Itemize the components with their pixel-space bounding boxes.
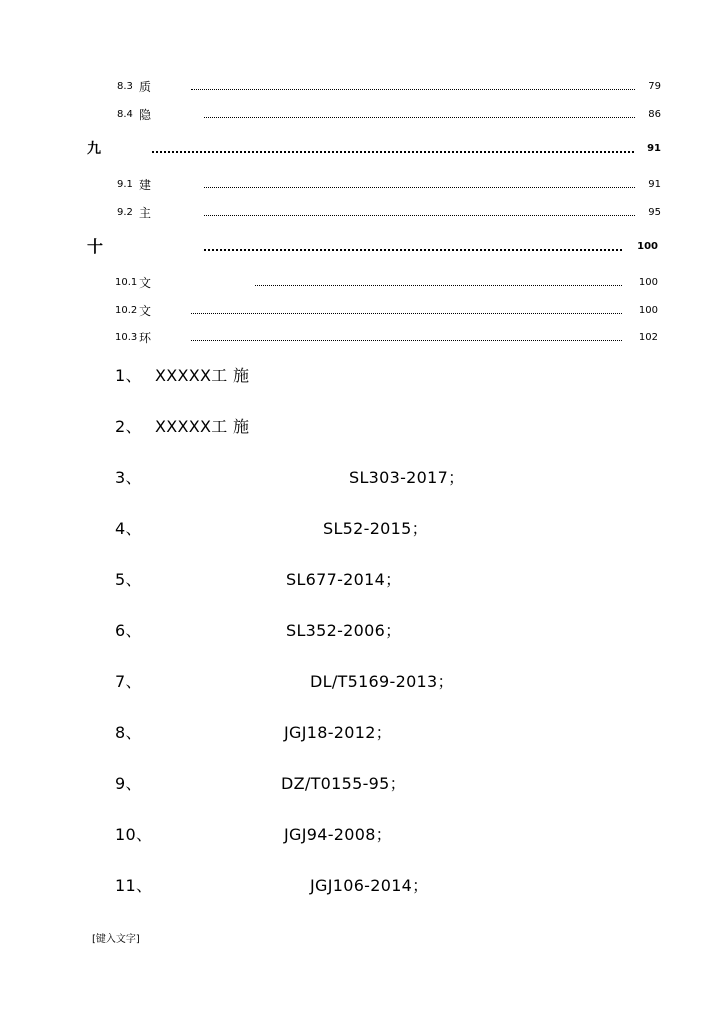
reference-item xyxy=(115,825,392,845)
toc-leader xyxy=(152,151,634,153)
reference-number: 10、 xyxy=(115,825,153,844)
toc-number: 8.4 xyxy=(117,109,133,120)
reference-number: 7、 xyxy=(115,672,142,691)
toc-number: 8.3 xyxy=(117,81,133,92)
toc-entry-chapter-10[interactable] xyxy=(0,237,724,256)
toc-number: 10.3 xyxy=(115,332,138,343)
toc-number: 10.2 xyxy=(115,305,138,316)
reference-text: SL52-2015； xyxy=(323,519,428,538)
reference-number: 5、 xyxy=(115,570,142,589)
page-footer[interactable]: [键入文字] xyxy=(92,934,140,945)
reference-text: XXXXX工 施 xyxy=(155,417,250,436)
toc-title: 九 xyxy=(87,141,101,157)
reference-text: SL677-2014； xyxy=(286,570,402,589)
reference-text: DZ/T0155-95； xyxy=(281,774,406,793)
reference-number: 4、 xyxy=(115,519,142,538)
reference-text: JGJ94-2008； xyxy=(284,825,392,844)
reference-text: XXXXX工 施 xyxy=(155,366,250,385)
toc-leader xyxy=(191,89,635,90)
reference-text: JGJ106-2014； xyxy=(310,876,429,895)
reference-number: 9、 xyxy=(115,774,142,793)
toc-title: 建 xyxy=(139,178,152,192)
toc-title: 环 xyxy=(139,331,152,345)
toc-title: 主 xyxy=(139,206,152,220)
toc-entry-8-4[interactable] xyxy=(0,108,724,122)
reference-text: SL352-2006； xyxy=(286,621,402,640)
reference-item xyxy=(115,723,392,743)
toc-page: 86 xyxy=(648,109,661,120)
toc-entry-10-3[interactable] xyxy=(0,331,724,345)
toc-leader xyxy=(191,340,622,341)
toc-title: 质 xyxy=(139,80,152,94)
toc-entry-10-1[interactable] xyxy=(0,276,724,290)
reference-text: JGJ18-2012； xyxy=(284,723,392,742)
reference-item xyxy=(115,876,429,896)
reference-text: DL/T5169-2013； xyxy=(310,672,454,691)
toc-leader xyxy=(255,285,622,286)
toc-entry-10-2[interactable] xyxy=(0,304,724,318)
toc-title: 隐 xyxy=(139,108,152,122)
reference-number: 6、 xyxy=(115,621,142,640)
reference-number: 2、 xyxy=(115,417,142,436)
reference-item xyxy=(115,417,250,437)
reference-number: 1、 xyxy=(115,366,142,385)
reference-item xyxy=(115,774,406,794)
toc-title: 文 xyxy=(139,304,152,318)
toc-number: 10.1 xyxy=(115,277,138,288)
toc-page: 102 xyxy=(638,332,658,343)
reference-number: 8、 xyxy=(115,723,142,742)
toc-page: 100 xyxy=(638,305,658,316)
toc-leader xyxy=(204,215,635,216)
toc-leader xyxy=(191,313,622,314)
reference-number: 11、 xyxy=(115,876,153,895)
reference-item xyxy=(115,468,465,488)
toc-page: 100 xyxy=(638,277,658,288)
reference-item xyxy=(115,519,428,539)
toc-entry-8-3[interactable] xyxy=(0,80,724,94)
reference-item xyxy=(115,570,402,590)
reference-item xyxy=(115,621,402,641)
toc-leader xyxy=(204,117,635,118)
reference-item xyxy=(115,366,250,386)
toc-leader xyxy=(204,187,635,188)
toc-title: 文 xyxy=(139,276,152,290)
toc-title: 十 xyxy=(87,237,104,256)
toc-entry-9-1[interactable] xyxy=(0,178,724,192)
toc-page: 100 xyxy=(637,241,658,252)
toc-number: 9.2 xyxy=(117,207,133,218)
toc-page: 91 xyxy=(648,179,661,190)
toc-page: 91 xyxy=(647,143,661,154)
toc-leader xyxy=(204,249,622,251)
reference-number: 3、 xyxy=(115,468,142,487)
reference-text: SL303-2017； xyxy=(349,468,465,487)
reference-item xyxy=(115,672,454,692)
toc-entry-chapter-9[interactable] xyxy=(0,142,724,156)
toc-entry-9-2[interactable] xyxy=(0,206,724,220)
toc-page: 95 xyxy=(648,207,661,218)
toc-number: 9.1 xyxy=(117,179,133,190)
toc-page: 79 xyxy=(648,81,661,92)
